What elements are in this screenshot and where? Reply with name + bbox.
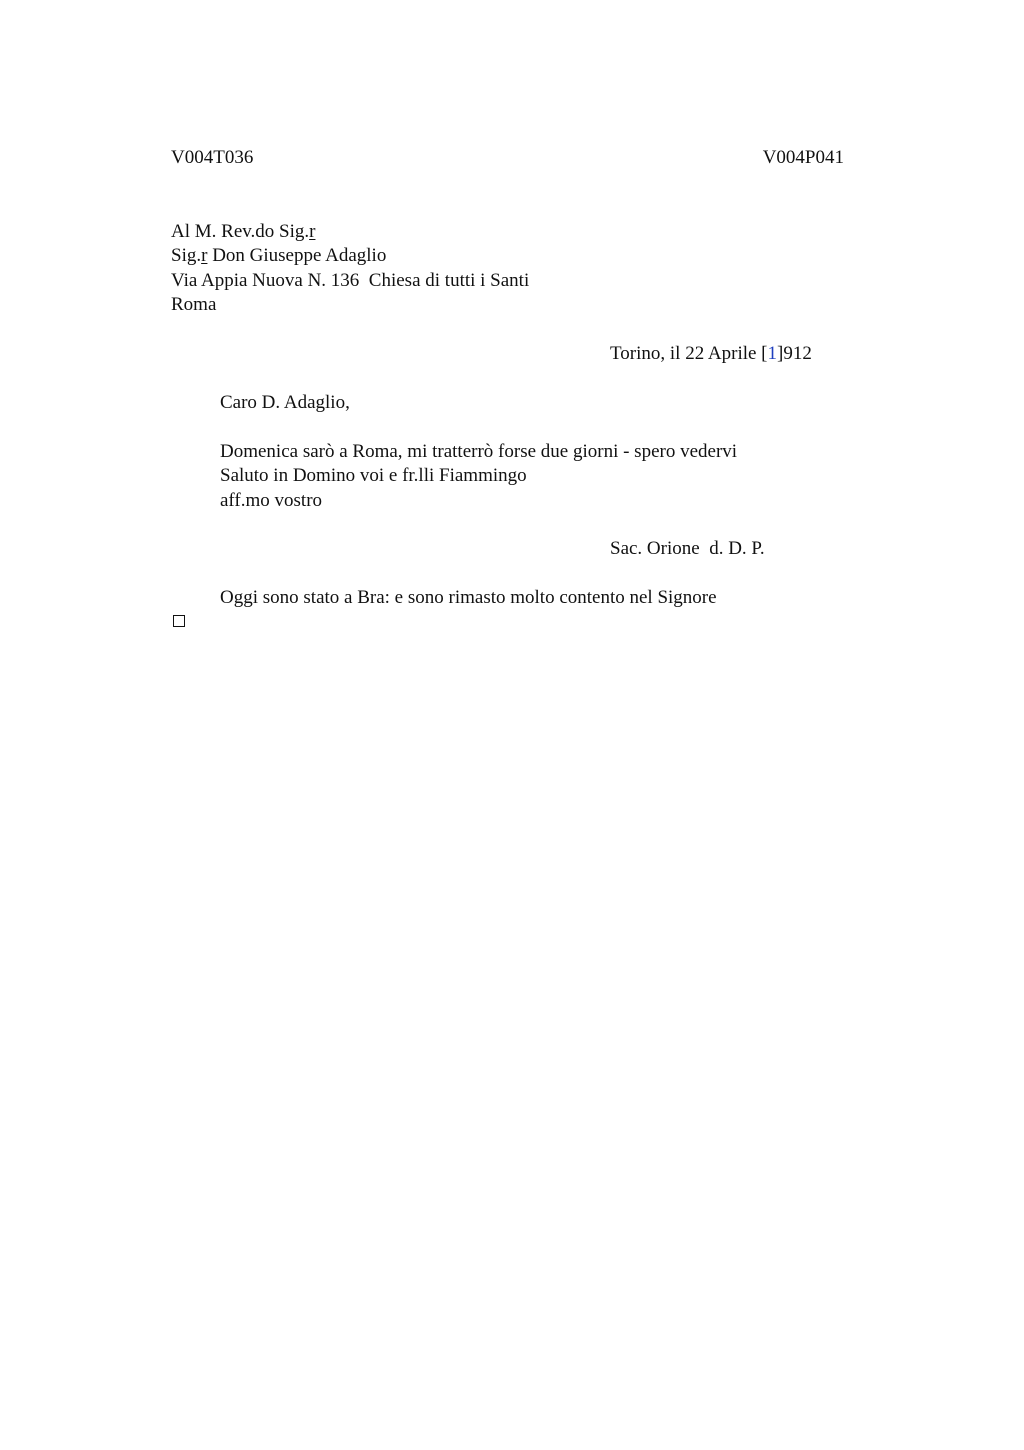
body-line-1: Domenica sarò a Roma, mi tratterrò forse due giorni - spero vedervi: [220, 441, 738, 462]
dateline-before: Torino, il 22 Aprile [: [610, 343, 768, 364]
address-line-1-abbrev: r: [309, 221, 316, 242]
signature: Sac. Orione d. D. P.: [610, 538, 765, 559]
empty-square-marker: [173, 615, 185, 627]
address-line-2: [171, 244, 386, 268]
document-code-right: V004P041: [762, 147, 844, 168]
dateline-bracket-digit: 1: [767, 343, 778, 364]
document-code-left: V004T036: [171, 147, 254, 168]
greeting: Caro D. Adaglio,: [220, 392, 350, 413]
dateline: [610, 342, 812, 366]
address-line-4: Roma: [171, 294, 217, 315]
body-line-3: aff.mo vostro: [220, 490, 323, 511]
body-line-2: Saluto in Domino voi e fr.lli Fiammingo: [220, 465, 527, 486]
address-line-2-prefix: Sig.: [171, 245, 202, 266]
dateline-after: ]912: [777, 343, 812, 364]
postscript: Oggi sono stato a Bra: e sono rimasto molto contento nel Signore: [220, 587, 717, 608]
address-line-2-text: Don Giuseppe Adaglio: [207, 245, 387, 266]
address-line-3: Via Appia Nuova N. 136 Chiesa di tutti i Santi: [171, 270, 530, 291]
address-line-1: [171, 220, 315, 244]
address-line-1-text: Al M. Rev.do Sig.: [171, 221, 310, 242]
address-line-2-abbrev: r: [201, 245, 208, 266]
